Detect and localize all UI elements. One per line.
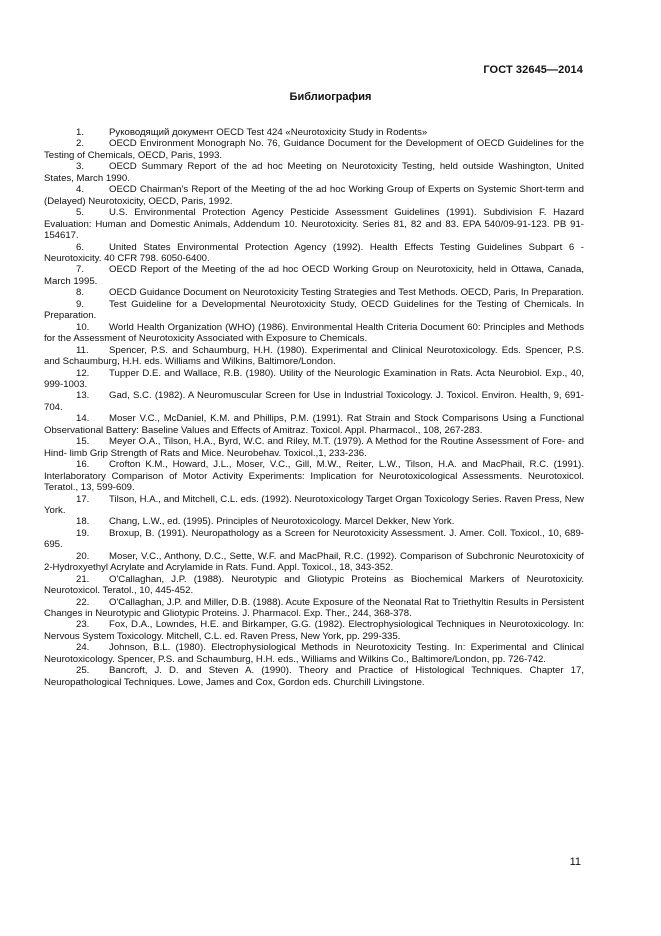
entry-text: U.S. Environmental Protection Agency Pesticide Assessment Guidelines (1991). Subdivision F. Hazard Evaluation: Human and Domestic Animals, Addendum 10. Neurotoxicity. Series 81, 82 and 83. EPA 540/09-91-123. PB 91-154617.: [44, 207, 584, 242]
entry-number: 18.: [76, 516, 90, 528]
bibliography-entry: [44, 459, 584, 493]
entry-text: Tupper D.E. and Wallace, R.B. (1980). Utility of the Neurologic Examination in Rats. Acta Neurobiol. Exp., 40, 999-1003.: [44, 367, 584, 390]
entry-text: Spencer, P.S. and Schaumburg, H.H. (1980). Experimental and Clinical Neurotoxicology. Eds. Spencer, P.S. and Schaumburg, H.H. eds. Williams and Wilkins, Baltimore/London.: [44, 344, 584, 368]
entry-text: Broxup, B. (1991). Neuropathology as a Screen for Neurotoxicity Assessment. J. Amer. Coll. Toxicol., 10, 689-695.: [44, 527, 584, 551]
entry-text: Test Guideline for a Developmental Neurotoxicity Study, OECD Guidelines for the Testing of Chemicals. In Preparation.: [44, 298, 584, 322]
bibliography-entry: [44, 494, 584, 517]
entry-number: 19.: [76, 527, 90, 539]
bibliography-entry: [44, 264, 584, 287]
entry-number: 20.: [76, 550, 90, 562]
entry-text: Gad, S.C. (1982). A Neuromuscular Screen for Use in Industrial Toxicology. J. Toxicol. Environ. Health, 9, 691-704.: [44, 390, 584, 413]
entry-text: Moser V.C., McDaniel, K.M. and Phillips, P.M. (1991). Rat Strain and Stock Comparisons Using a Functional Observational Battery: Baseline Values and Effects of Amitraz. Toxicol. Appl. Pharmacol., 108, 267-283.: [44, 413, 584, 436]
entry-number: 2.: [76, 138, 85, 150]
entry-text: Meyer O.A., Tilson, H.A., Byrd, W.C. and Riley, M.T. (1979). A Method for the Routine Assessment of Fore- and Hind- limb Grip Strength of Rats and Mice. Neurobehav. Toxicol.,1, 233-236.: [44, 436, 584, 459]
entry-text: Moser, V.C., Anthony, D.C., Sette, W.F. and MacPhail, R.C. (1992). Comparison of Subchronic Neurotoxicity of 2-Hydroxyethyl Acrylate and Acrylamide in Rats. Fund. Appl. Toxicol., 18, 343-352.: [44, 550, 584, 574]
entry-number: 13.: [76, 390, 90, 402]
bibliography-entry: [44, 665, 584, 688]
entry-number: 3.: [76, 161, 85, 173]
bibliography-entry: [44, 207, 584, 241]
entry-text: Crofton K.M., Howard, J.L., Moser, V.C., Gill, M.W., Reiter, L.W., Tilson, H.A. and MacPhail, R.C. (1991). Interlaboratory Comparison of Motor Activity Experiments: Implication for Neurotoxicological Assessments. Neurotoxicol. Teratol., 13, 599-609.: [44, 459, 584, 494]
entry-number: 23.: [76, 619, 90, 631]
entry-text: United States Environmental Protection Agency (1992). Health Effects Testing Guidelines Subpart 6 - Neurotoxicity. 40 CFR 798. 6050-6400.: [44, 241, 584, 264]
bibliography-entry: [44, 184, 584, 207]
entry-number: 10.: [76, 321, 90, 333]
entry-number: 16.: [76, 459, 90, 471]
bibliography-entry: [44, 597, 584, 620]
bibliography-entry: [44, 161, 584, 184]
entry-text: O'Callaghan, J.P. (1988). Neurotypic and Gliotypic Proteins as Biochemical Markers of Neurotoxicity. Neurotoxicol. Teratol., 10, 445-452.: [44, 573, 584, 597]
entry-text: OECD Summary Report of the ad hoc Meeting on Neurotoxicity Testing, held outside Washington, United States, March 1990.: [44, 161, 584, 184]
bibliography-entry: [44, 390, 584, 413]
entry-number: 7.: [76, 264, 85, 276]
entry-number: 25.: [76, 665, 90, 677]
bibliography-entry: [44, 574, 584, 597]
bibliography-entry: [44, 322, 584, 345]
entry-number: 9.: [76, 298, 85, 310]
entry-text: Chang, L.W., ed. (1995). Principles of Neurotoxicology. Marcel Dekker, New York.: [109, 516, 455, 528]
bibliography-entry: [44, 138, 584, 161]
entry-number: 1.: [76, 127, 85, 138]
entry-number: 11.: [76, 344, 89, 356]
page-title: Библиография: [289, 91, 372, 103]
entry-text: Tilson, H.A., and Mitchell, C.L. eds. (1992). Neurotoxicology Target Organ Toxicology Series. Raven Press, New York.: [44, 493, 584, 516]
bibliography-entry: [44, 413, 584, 436]
entry-number: 14.: [76, 413, 90, 425]
bibliography-entry: [44, 287, 584, 298]
bibliography-list: [44, 127, 584, 688]
entry-number: 15.: [76, 436, 90, 448]
bibliography-entry: [44, 551, 584, 574]
bibliography-entry: [44, 242, 584, 265]
entry-text: Bancroft, J. D. and Steven A. (1990). Theory and Practice of Histological Techniques. Chapter 17, Neuropathological Techniques. Lowe, James and Cox, Gordon eds. Churchill Livingstone.: [44, 665, 584, 688]
entry-text: OECD Chairman's Report of the Meeting of the ad hoc Working Group of Experts on Systemic Short-term and (Delayed) Neurotoxicity, OECD, Paris, 1992.: [44, 184, 584, 207]
entry-text: Fox, D.A., Lowndes, H.E. and Birkamper, G.G. (1982). Electrophysiological Techniques in Neurotoxicology. In: Nervous System Toxicology. Mitchell, C.L. ed. Raven Press, New York, pp. 299-335.: [44, 619, 584, 642]
entry-text: OECD Environment Monograph No. 76, Guidance Document for the Development of OECD Guidelines for the Testing of Chemicals, OECD, Paris, 1993.: [44, 138, 584, 161]
entry-number: 22.: [76, 596, 90, 608]
entry-number: 12.: [76, 367, 90, 379]
entry-number: 21.: [76, 573, 90, 585]
bibliography-entry: [44, 127, 584, 138]
entry-number: 8.: [76, 287, 85, 299]
entry-text: Руководящий документ OECD Test 424 «Neurotoxicity Study in Rodents»: [109, 127, 428, 138]
entry-number: 6.: [76, 241, 85, 253]
bibliography-entry: [44, 528, 584, 551]
entry-number: 4.: [76, 184, 85, 196]
document-header-standard: ГОСТ 32645—2014: [483, 64, 583, 76]
entry-text: OECD Guidance Document on Neurotoxicity Testing Strategies and Test Methods. OECD, Paris, In Preparation.: [109, 287, 584, 299]
bibliography-entry: [44, 299, 584, 322]
entry-number: 5.: [76, 207, 85, 219]
entry-text: Johnson, B.L. (1980). Electrophysiological Methods in Neurotoxicity Testing. In: Experimental and Clinical Neurotoxicology. Spencer, P.S. and Schaumburg, H.H. eds., Williams and Wilkins Co., Baltimore/London, pp. 726-742.: [44, 642, 584, 665]
bibliography-entry: [44, 368, 584, 391]
bibliography-entry: [44, 516, 584, 527]
bibliography-entry: [44, 436, 584, 459]
bibliography-entry: [44, 345, 584, 368]
entry-number: 24.: [76, 642, 90, 654]
page-number: 11: [569, 856, 581, 868]
entry-number: 17.: [76, 493, 90, 505]
entry-text: O'Callaghan, J.P. and Miller, D.B. (1988). Acute Exposure of the Neonatal Rat to Triethyltin Results in Persistent Changes in Neurotypic and Gliotypic Proteins. J. Pharmacol. Exp. Ther., 244, 368-378.: [44, 596, 584, 620]
bibliography-entry: [44, 619, 584, 642]
entry-text: World Health Organization (WHO) (1986). Environmental Health Criteria Document 60: Principles and Methods for the Assessment of Neurotoxicity Associated with Exposure to Chemicals.: [44, 321, 584, 345]
entry-text: OECD Report of the Meeting of the ad hoc OECD Working Group on Neurotoxicity, held in Ottawa, Canada, March 1995.: [44, 264, 584, 287]
bibliography-entry: [44, 642, 584, 665]
